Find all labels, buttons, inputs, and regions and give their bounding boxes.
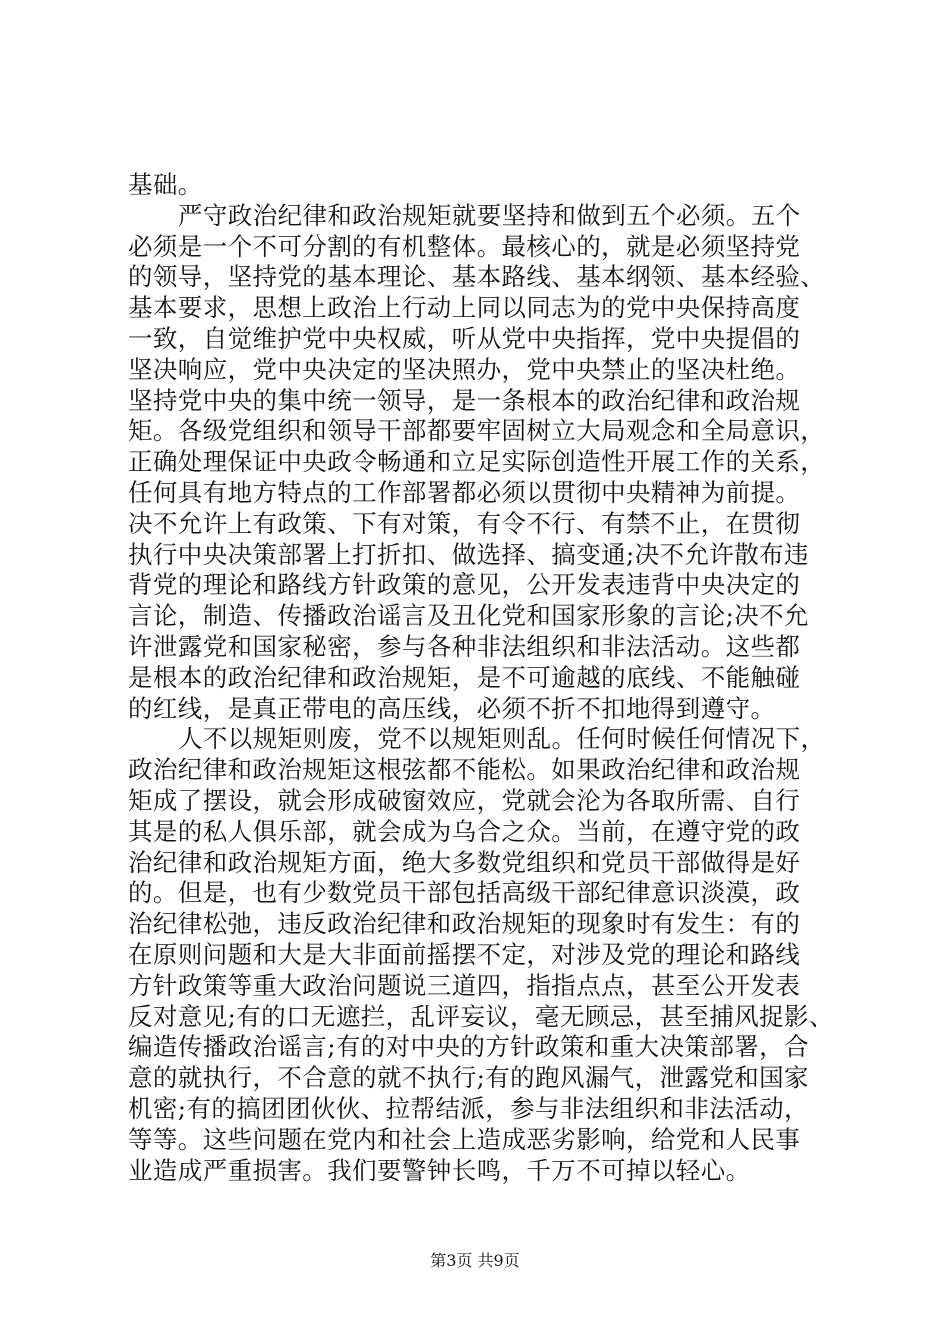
text-line: 政治纪律和政治规矩这根弦都不能松。如果政治纪律和政治规 [128, 755, 801, 785]
text-line: 意的就执行，不合意的就不执行;有的跑风漏气，泄露党和国家 [128, 1063, 809, 1093]
text-line: 编造传播政治谣言;有的对中央的方针政策和重大决策部署，合 [128, 1032, 809, 1062]
text-line: 机密;有的搞团团伙伙、拉帮结派，参与非法组织和非法活动， [128, 1093, 809, 1123]
text-line: 严守政治纪律和政治规矩就要坚持和做到五个必须。五个 [178, 200, 801, 230]
text-line: 的领导，坚持党的基本理论、基本路线、基本纲领、基本经验、 [128, 262, 826, 292]
document-body [128, 170, 834, 1186]
text-line: 执行中央决策部署上打折扣、做选择、搞变通;决不允许散布违 [128, 539, 809, 569]
page-footer: 第3页 共9页 [430, 1251, 520, 1270]
text-line: 坚持党中央的集中统一领导，是一条根本的政治纪律和政治规 [128, 385, 801, 415]
text-line: 基础。 [128, 170, 203, 199]
text-line: 决不允许上有政策、下有对策，有令不行、有禁不止，在贯彻 [128, 508, 801, 538]
text-line: 正确处理保证中央政令畅通和立足实际创造性开展工作的关系， [128, 447, 826, 477]
text-line: 是根本的政治纪律和政治规矩，是不可逾越的底线、不能触碰 [128, 662, 801, 692]
text-line: 必须是一个不可分割的有机整体。最核心的，就是必须坚持党 [128, 231, 801, 261]
text-line: 坚决响应，党中央决定的坚决照办，党中央禁止的坚决杜绝。 [128, 354, 801, 384]
text-line: 其是的私人俱乐部，就会成为乌合之众。当前，在遵守党的政 [128, 816, 801, 846]
text-line: 人不以规矩则废，党不以规矩则乱。任何时候任何情况下， [178, 724, 826, 754]
text-line: 矩。各级党组织和领导干部都要牢固树立大局观念和全局意识， [128, 416, 826, 446]
text-line: 业造成严重损害。我们要警钟长鸣，千万不可掉以轻心。 [128, 1155, 751, 1185]
text-line: 任何具有地方特点的工作部署都必须以贯彻中央精神为前提。 [128, 477, 801, 507]
text-line: 等等。这些问题在党内和社会上造成恶劣影响，给党和人民事 [128, 1124, 801, 1154]
text-line: 言论，制造、传播政治谣言及丑化党和国家形象的言论;决不允 [128, 601, 809, 631]
text-line: 一致，自觉维护党中央权威，听从党中央指挥，党中央提倡的 [128, 323, 801, 353]
text-line: 背党的理论和路线方针政策的意见，公开发表违背中央决定的 [128, 570, 801, 600]
text-line: 的红线，是真正带电的高压线，必须不折不扣地得到遵守。 [128, 693, 776, 723]
text-line: 基本要求，思想上政治上行动上同以同志为的党中央保持高度 [128, 293, 801, 323]
text-line: 许泄露党和国家秘密，参与各种非法组织和非法活动。这些都 [128, 631, 801, 661]
text-line: 在原则问题和大是大非面前摇摆不定，对涉及党的理论和路线 [128, 939, 801, 969]
text-line: 矩成了摆设，就会形成破窗效应，党就会沦为各取所需、自行 [128, 785, 801, 815]
text-line: 方针政策等重大政治问题说三道四，指指点点，甚至公开发表 [128, 970, 801, 1000]
text-line: 的。但是，也有少数党员干部包括高级干部纪律意识淡漠，政 [128, 878, 801, 908]
text-line: 治纪律和政治规矩方面，绝大多数党组织和党员干部做得是好 [128, 847, 801, 877]
text-line: 治纪律松弛，违反政治纪律和政治规矩的现象时有发生：有的 [128, 909, 801, 939]
text-line: 反对意见;有的口无遮拦，乱评妄议，毫无顾忌，甚至捕风捉影、 [128, 1001, 834, 1031]
